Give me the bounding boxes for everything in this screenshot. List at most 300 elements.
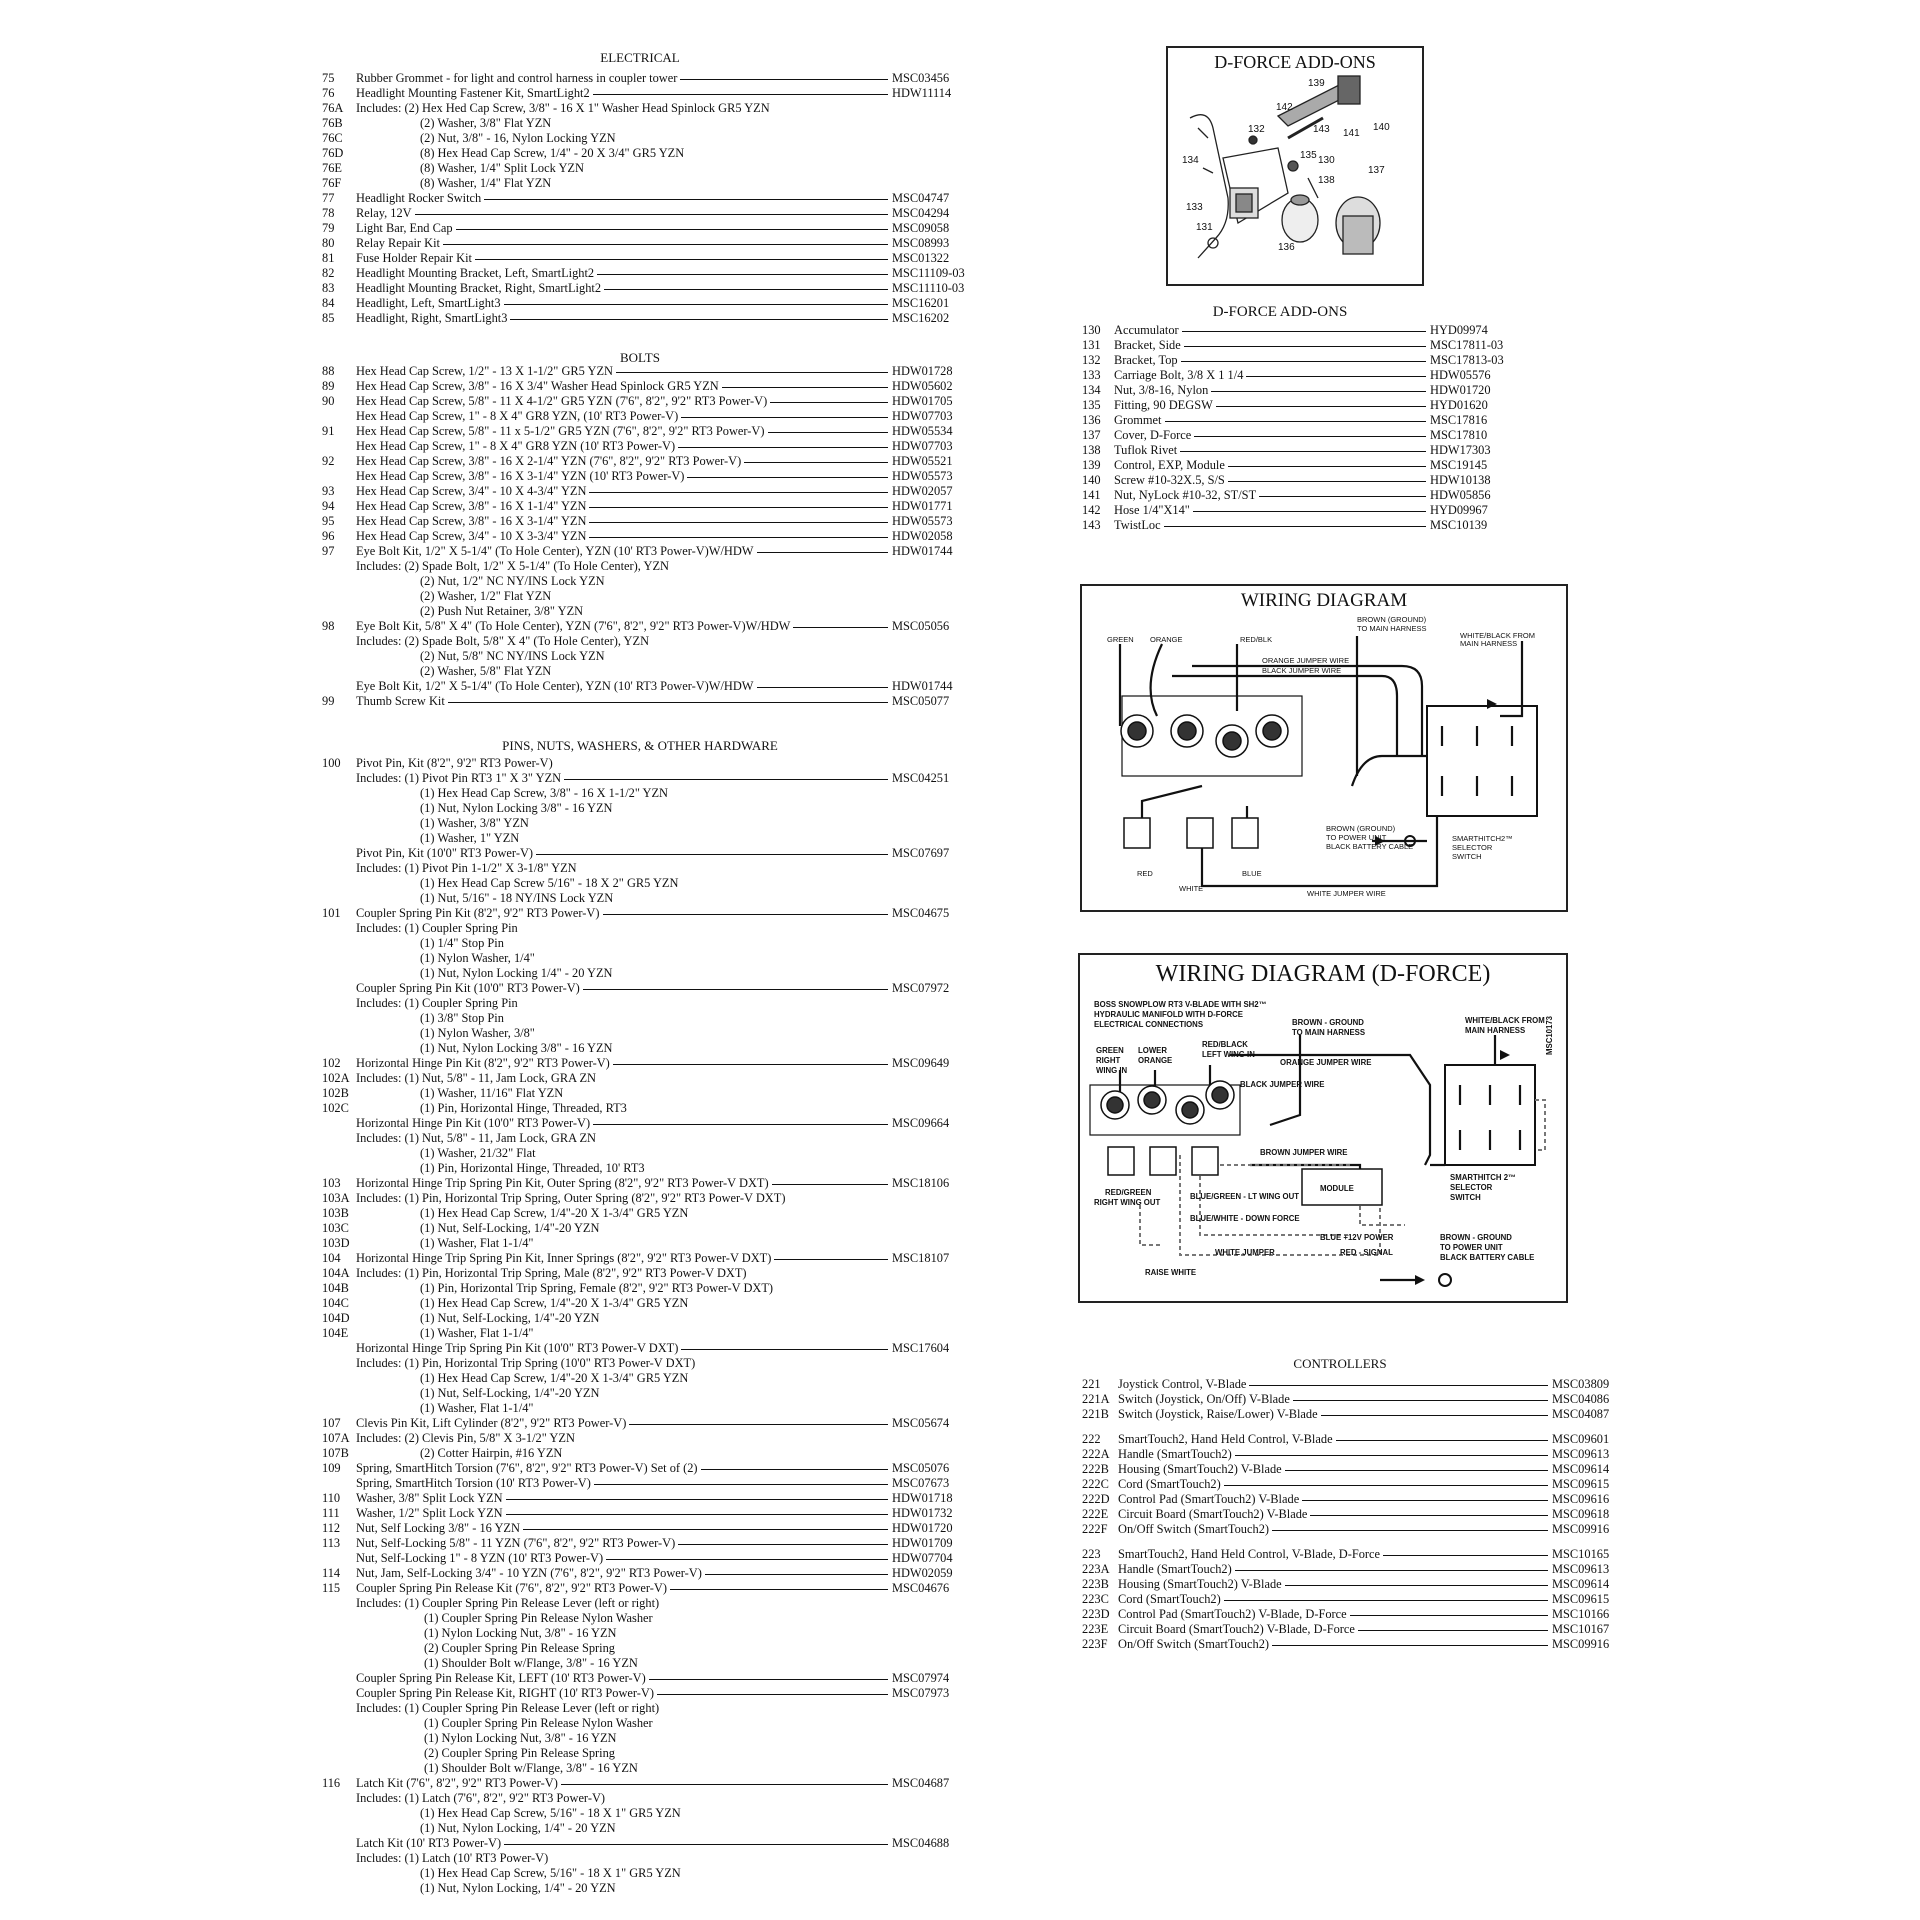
part-row (322, 1206, 982, 1221)
part-description: Includes: (1) Coupler Spring Pin Release Lever (left or right) (356, 1596, 888, 1611)
part-row (322, 116, 982, 131)
part-description: (2) Washer, 3/8" Flat YZN (420, 116, 888, 131)
part-description: Nut, Self-Locking 5/8" - 11 YZN (7'6", 8'2", 9'2" RT3 Power-V) (356, 1536, 888, 1551)
part-row (1082, 1562, 1642, 1577)
controllers-parts-list (1082, 1377, 1642, 1652)
part-row (322, 876, 982, 891)
part-description: (1) Hex Head Cap Screw, 1/4"-20 X 1-3/4" GR5 YZN (420, 1296, 888, 1311)
part-row (322, 1716, 982, 1731)
part-description: (1) 1/4" Stop Pin (420, 936, 888, 951)
part-row (322, 484, 982, 499)
part-row (322, 176, 982, 191)
part-row (322, 679, 982, 694)
part-row (322, 1401, 982, 1416)
ref-number: 139 (1082, 458, 1101, 472)
ref-number: 140 (1082, 473, 1101, 487)
part-row (322, 1371, 982, 1386)
wiring-diagram-title: WIRING DIAGRAM (1240, 590, 1408, 611)
callout-140: 140 (1373, 122, 1390, 133)
part-row (1082, 323, 1512, 338)
ref-number: 111 (322, 1506, 340, 1520)
part-description: Accumulator (1114, 323, 1426, 338)
part-number: HDW01720 (1430, 383, 1491, 397)
part-row (322, 1461, 982, 1476)
part-row (322, 1011, 982, 1026)
label-blue-12v: BLUE +12V POWER (1320, 1233, 1394, 1242)
part-description: (1) Hex Head Cap Screw, 1/4"-20 X 1-3/4" GR5 YZN (420, 1371, 888, 1386)
ref-number: 222D (1082, 1492, 1110, 1506)
part-number: HDW02059 (892, 1566, 953, 1580)
part-row (322, 499, 982, 514)
part-row (322, 161, 982, 176)
row-spacer (1082, 1422, 1642, 1432)
part-description: TwistLoc (1114, 518, 1426, 533)
part-row (322, 861, 982, 876)
part-row (322, 1311, 982, 1326)
part-number: HDW17303 (1430, 443, 1491, 457)
label-brown-ground-bottom: BROWN - GROUND (1440, 1233, 1512, 1242)
part-number: HDW02058 (892, 529, 953, 543)
part-row (322, 311, 982, 326)
part-number: MSC04086 (1552, 1392, 1610, 1406)
part-row (322, 1551, 982, 1566)
part-description: (1) Nut, Nylon Locking 3/8" - 16 YZN (420, 801, 888, 816)
part-row (1082, 1492, 1642, 1507)
part-row (322, 831, 982, 846)
part-row (322, 1596, 982, 1611)
callout-134: 134 (1182, 155, 1199, 166)
part-row (322, 906, 982, 921)
part-number: MSC17813-03 (1430, 353, 1504, 367)
part-description: Housing (SmartTouch2) V-Blade (1118, 1462, 1548, 1477)
ref-number: 109 (322, 1461, 341, 1475)
electrical-parts-list (322, 71, 982, 326)
ref-number: 76A (322, 101, 344, 115)
part-row (322, 1161, 982, 1176)
part-number: MSC10167 (1552, 1622, 1610, 1636)
leader-line (1124, 526, 1426, 527)
part-row (322, 146, 982, 161)
part-description: (8) Washer, 1/4" Split Lock YZN (420, 161, 888, 176)
callout-138: 138 (1318, 175, 1335, 186)
part-description: Includes: (1) Coupler Spring Pin Release Lever (left or right) (356, 1701, 888, 1716)
ref-number: 143 (1082, 518, 1101, 532)
label-brown-bottom1: BROWN (GROUND) (1326, 824, 1396, 833)
callout-130: 130 (1318, 155, 1335, 166)
part-number: MSC10165 (1552, 1547, 1610, 1561)
leader-line (366, 214, 888, 215)
part-number: MSC03456 (892, 71, 950, 85)
part-description: Circuit Board (SmartTouch2) V-Blade, D-Force (1118, 1622, 1548, 1637)
ref-number: 94 (322, 499, 335, 513)
part-description: Bracket, Top (1114, 353, 1426, 368)
part-row (322, 394, 982, 409)
callout-142: 142 (1276, 102, 1293, 113)
part-description: (1) Hex Head Cap Screw, 5/16" - 18 X 1" GR5 YZN (420, 1866, 888, 1881)
part-row (1082, 1392, 1642, 1407)
label-to-main-harness: TO MAIN HARNESS (1292, 1028, 1366, 1037)
part-number: MSC09613 (1552, 1447, 1610, 1461)
part-description: (1) Washer, 3/8" YZN (420, 816, 888, 831)
part-description: Includes: (1) Pin, Horizontal Trip Spring, Male (8'2", 9'2" RT3 Power-V DXT) (356, 1266, 888, 1281)
part-row (322, 664, 982, 679)
part-row (322, 921, 982, 936)
part-number: MSC09615 (1552, 1477, 1610, 1491)
label-orange-jumper: ORANGE JUMPER WIRE (1280, 1058, 1372, 1067)
ref-number: 221B (1082, 1407, 1109, 1421)
part-number: MSC07972 (892, 981, 950, 995)
ref-number: 103D (322, 1236, 350, 1250)
ref-number: 97 (322, 544, 335, 558)
part-row (322, 454, 982, 469)
label-black-battery: BLACK BATTERY CABLE (1440, 1253, 1535, 1262)
part-number: HDW05573 (892, 514, 953, 528)
callout-139: 139 (1308, 78, 1325, 89)
part-description: (2) Coupler Spring Pin Release Spring (424, 1746, 888, 1761)
part-number: HYD09974 (1430, 323, 1488, 337)
ref-number: 98 (322, 619, 335, 633)
part-description: Fitting, 90 DEGSW (1114, 398, 1426, 413)
part-description: Eye Bolt Kit, 1/2" X 5-1/4" (To Hole Center), YZN (10' RT3 Power-V)W/HDW (356, 679, 888, 694)
label-brown-jumper: BROWN JUMPER WIRE (1260, 1148, 1348, 1157)
part-description: (1) Nut, Nylon Locking 1/4" - 20 YZN (420, 966, 888, 981)
part-row (322, 439, 982, 454)
part-number: MSC04688 (892, 1836, 950, 1850)
part-number: MSC16201 (892, 296, 950, 310)
part-description: (1) Coupler Spring Pin Release Nylon Washer (424, 1611, 888, 1626)
label-module: MODULE (1320, 1184, 1354, 1193)
part-row (322, 1041, 982, 1056)
label-lower-orange: ORANGE (1138, 1056, 1173, 1065)
ref-number: 222C (1082, 1477, 1109, 1491)
part-row (322, 1566, 982, 1581)
part-description: Control Pad (SmartTouch2) V-Blade, D-Force (1118, 1607, 1548, 1622)
label-blue-green: BLUE/GREEN - LT WING OUT (1190, 1192, 1300, 1201)
part-row (322, 891, 982, 906)
label-smarthitch3: SWITCH (1450, 1193, 1481, 1202)
part-description: (1) Nut, Self-Locking, 1/4"-20 YZN (420, 1311, 888, 1326)
part-description: Headlight Mounting Bracket, Left, SmartLight2 (356, 266, 888, 281)
ref-number: 104B (322, 1281, 349, 1295)
wiring-diagram (1080, 584, 1568, 912)
part-description: Includes: (2) Spade Bolt, 5/8" X 4" (To Hole Center), YZN (356, 634, 888, 649)
ref-number: 85 (322, 311, 335, 325)
part-row (322, 801, 982, 816)
part-number: HDW01732 (892, 1506, 953, 1520)
part-description: (1) Shoulder Bolt w/Flange, 3/8" - 16 YZN (424, 1656, 888, 1671)
part-description: (1) Pin, Horizontal Trip Spring, Female (8'2", 9'2" RT3 Power-V DXT) (420, 1281, 888, 1296)
part-row (322, 1071, 982, 1086)
part-description: Control, EXP, Module (1114, 458, 1426, 473)
part-row (322, 981, 982, 996)
part-number: HDW10138 (1430, 473, 1491, 487)
part-row (322, 1056, 982, 1071)
part-number: HDW05573 (892, 469, 953, 483)
part-number: HDW01728 (892, 364, 953, 378)
part-row (322, 1731, 982, 1746)
part-row (322, 131, 982, 146)
part-number: MSC09058 (892, 221, 950, 235)
ref-number: 103B (322, 1206, 349, 1220)
part-number: MSC16202 (892, 311, 950, 325)
part-description: Washer, 1/2" Split Lock YZN (356, 1506, 888, 1521)
part-row (322, 589, 982, 604)
label-orange: ORANGE (1150, 635, 1183, 644)
part-number: MSC07974 (892, 1671, 950, 1685)
part-description: Pivot Pin, Kit (8'2", 9'2" RT3 Power-V) (356, 756, 888, 771)
part-row (322, 694, 982, 709)
part-row (322, 1086, 982, 1101)
part-row (322, 1116, 982, 1131)
part-description: (1) Washer, Flat 1-1/4" (420, 1326, 888, 1341)
part-row (1082, 428, 1512, 443)
part-description: Headlight Rocker Switch (356, 191, 888, 206)
ref-number: 221A (1082, 1392, 1110, 1406)
label-black-jumper: BLACK JUMPER WIRE (1262, 666, 1342, 675)
part-description: Spring, SmartHitch Torsion (10' RT3 Power-V) (356, 1476, 888, 1491)
label-main-harness: MAIN HARNESS (1465, 1026, 1526, 1035)
part-description: Handle (SmartTouch2) (1118, 1447, 1548, 1462)
part-description: Hex Head Cap Screw, 3/4" - 10 X 3-3/4" YZN (356, 529, 888, 544)
part-description: Hex Head Cap Screw, 1" - 8 X 4" GR8 YZN (10' RT3 Power-V) (356, 439, 888, 454)
part-row (1082, 413, 1512, 428)
dforce-addons-figure (1166, 46, 1424, 286)
part-description: (1) Nut, Self-Locking, 1/4"-20 YZN (420, 1386, 888, 1401)
ref-number: 112 (322, 1521, 341, 1535)
part-number: MSC05076 (892, 1461, 950, 1475)
part-number: HDW11114 (892, 86, 952, 100)
part-description: Includes: (1) Pivot Pin RT3 1" X 3" YZN (356, 771, 888, 786)
part-row (322, 544, 982, 559)
label-redblk: RED/BLK (1240, 635, 1273, 644)
label-smarthitch2: SELECTOR (1452, 843, 1493, 852)
part-row (322, 1251, 982, 1266)
part-description: (2) Cotter Hairpin, #16 YZN (420, 1446, 888, 1461)
part-row (322, 206, 982, 221)
part-description: Nut, NyLock #10-32, ST/ST (1114, 488, 1426, 503)
ref-number: 222F (1082, 1522, 1108, 1536)
ref-number: 103 (322, 1176, 341, 1190)
part-number: HDW05576 (1430, 368, 1491, 382)
row-spacer (1082, 1537, 1642, 1547)
ref-number: 222A (1082, 1447, 1110, 1461)
ref-number: 102 (322, 1056, 341, 1070)
ref-number: 96 (322, 529, 335, 543)
label-lower: LOWER (1138, 1046, 1168, 1055)
part-description: (1) Nut, Nylon Locking, 1/4" - 20 YZN (420, 1821, 888, 1836)
callout-137: 137 (1368, 165, 1385, 176)
label-header2: HYDRAULIC MANIFOLD WITH D-FORCE (1094, 1010, 1243, 1019)
callout-143: 143 (1313, 124, 1330, 135)
part-description: Coupler Spring Pin Release Kit (7'6", 8'2", 9'2" RT3 Power-V) (356, 1581, 888, 1596)
part-row (1082, 1377, 1642, 1392)
part-description: (1) Nylon Washer, 3/8" (420, 1026, 888, 1041)
part-description: (1) 3/8" Stop Pin (420, 1011, 888, 1026)
part-number: MSC17604 (892, 1341, 950, 1355)
part-description: (1) Nut, Nylon Locking 3/8" - 16 YZN (420, 1041, 888, 1056)
part-description: Includes: (1) Latch (7'6", 8'2", 9'2" RT3 Power-V) (356, 1791, 888, 1806)
part-row (1082, 1507, 1642, 1522)
label-orange-jumper: ORANGE JUMPER WIRE (1262, 656, 1350, 665)
part-row (322, 1476, 982, 1491)
ref-number: 107 (322, 1416, 341, 1430)
part-row (322, 1626, 982, 1641)
part-row (322, 786, 982, 801)
part-row (322, 1806, 982, 1821)
part-row (1082, 368, 1512, 383)
part-number: MSC04294 (892, 206, 950, 220)
part-description: On/Off Switch (SmartTouch2) (1118, 1522, 1548, 1537)
ref-number: 76E (322, 161, 342, 175)
ref-number: 95 (322, 514, 335, 528)
ref-number: 223E (1082, 1622, 1109, 1636)
part-row (322, 1686, 982, 1701)
part-number: MSC04087 (1552, 1407, 1610, 1421)
ref-number: 130 (1082, 323, 1101, 337)
ref-number: 104D (322, 1311, 350, 1325)
part-description: Circuit Board (SmartTouch2) V-Blade (1118, 1507, 1548, 1522)
part-description: Includes: (1) Pivot Pin 1-1/2" X 3-1/8" YZN (356, 861, 888, 876)
part-number: MSC03809 (1552, 1377, 1610, 1391)
ref-number: 88 (322, 364, 335, 378)
part-row (322, 236, 982, 251)
dforce-parts-list (1082, 323, 1512, 533)
label-blue: BLUE (1242, 869, 1262, 878)
part-number: HDW01744 (892, 679, 953, 693)
section-title-bolts: BOLTS (620, 350, 660, 365)
part-row (322, 424, 982, 439)
part-row (1082, 1522, 1642, 1537)
part-description: (1) Washer, Flat 1-1/4" (420, 1236, 888, 1251)
part-row (322, 1701, 982, 1716)
label-white-jumper: WHITE JUMPER (1215, 1248, 1275, 1257)
part-description: Includes: (1) Pin, Horizontal Trip Spring, Outer Spring (8'2", 9'2" RT3 Power-V DXT) (356, 1191, 888, 1206)
part-number: MSC04251 (892, 771, 950, 785)
part-row (322, 1506, 982, 1521)
part-description: (1) Coupler Spring Pin Release Nylon Washer (424, 1716, 888, 1731)
part-number: MSC09614 (1552, 1577, 1610, 1591)
part-row (322, 469, 982, 484)
part-row (322, 1356, 982, 1371)
part-row (322, 1191, 982, 1206)
ref-number: 91 (322, 424, 335, 438)
part-description: Hex Head Cap Screw, 1/2" - 13 X 1-1/2" GR5 YZN (356, 364, 888, 379)
label-whiteblack2: MAIN HARNESS (1460, 639, 1518, 648)
part-description: (2) Push Nut Retainer, 3/8" YZN (420, 604, 888, 619)
part-description: Nut, Jam, Self-Locking 3/4" - 10 YZN (7'6", 8'2", 9'2" RT3 Power-V) (356, 1566, 888, 1581)
part-description: Hex Head Cap Screw, 3/8" - 16 X 1-1/4" YZN (356, 499, 888, 514)
part-row (322, 1671, 982, 1686)
part-row (322, 281, 982, 296)
part-description: Pivot Pin, Kit (10'0" RT3 Power-V) (356, 846, 888, 861)
ref-number: 222 (1082, 1432, 1101, 1446)
ref-number: 104 (322, 1251, 341, 1265)
part-row (322, 649, 982, 664)
part-row (1082, 1447, 1642, 1462)
bolts-parts-list (322, 364, 982, 709)
part-description: (1) Nylon Locking Nut, 3/8" - 16 YZN (424, 1731, 888, 1746)
part-number: HDW02057 (892, 484, 953, 498)
part-row (322, 1761, 982, 1776)
label-whiteblack: WHITE/BLACK FROM (1465, 1016, 1545, 1025)
part-description: Horizontal Hinge Trip Spring Pin Kit (10'0" RT3 Power-V DXT) (356, 1341, 888, 1356)
part-description: Includes: (1) Latch (10' RT3 Power-V) (356, 1851, 888, 1866)
part-row (322, 1131, 982, 1146)
part-row (322, 1386, 982, 1401)
part-row (322, 221, 982, 236)
part-number: MSC09601 (1552, 1432, 1610, 1446)
part-row (322, 1536, 982, 1551)
part-number: MSC09618 (1552, 1507, 1610, 1521)
label-to-power-unit: TO POWER UNIT (1440, 1243, 1503, 1252)
part-row (322, 296, 982, 311)
part-row (322, 574, 982, 589)
part-description: Tuflok Rivet (1114, 443, 1426, 458)
label-brown-ground: BROWN - GROUND (1292, 1018, 1364, 1027)
callout-135: 135 (1300, 150, 1317, 161)
part-row (322, 1446, 982, 1461)
part-number: MSC11109-03 (892, 266, 965, 280)
ref-number: 78 (322, 206, 335, 220)
ref-number: 90 (322, 394, 335, 408)
part-row (1082, 1592, 1642, 1607)
label-black-jumper: BLACK JUMPER WIRE (1240, 1080, 1325, 1089)
part-row (1082, 1637, 1642, 1652)
part-number: HDW05856 (1430, 488, 1491, 502)
part-number: MSC07973 (892, 1686, 950, 1700)
part-row (322, 966, 982, 981)
ref-number: 76C (322, 131, 343, 145)
part-description: Coupler Spring Pin Kit (10'0" RT3 Power-V) (356, 981, 888, 996)
ref-number: 223C (1082, 1592, 1109, 1606)
part-row (322, 1821, 982, 1836)
label-header1: BOSS SNOWPLOW RT3 V-BLADE WITH SH2™ (1094, 1000, 1267, 1009)
dforce-exploded-view (1168, 48, 1422, 284)
part-description: (1) Washer, 11/16" Flat YZN (420, 1086, 888, 1101)
ref-number: 76 (322, 86, 335, 100)
part-description: (1) Nut, Self-Locking, 1/4"-20 YZN (420, 1221, 888, 1236)
part-number: MSC18106 (892, 1176, 950, 1190)
ref-number: 80 (322, 236, 335, 250)
part-row (322, 1221, 982, 1236)
part-description: Hose 1/4"X14" (1114, 503, 1426, 518)
ref-number: 142 (1082, 503, 1101, 517)
part-row (322, 996, 982, 1011)
part-row (322, 951, 982, 966)
label-smarthitch1: SMARTHITCH 2™ (1450, 1173, 1516, 1182)
part-number: HDW07703 (892, 409, 953, 423)
part-description: Nut, 3/8-16, Nylon (1114, 383, 1426, 398)
part-number: HDW01744 (892, 544, 953, 558)
part-number: HDW07704 (892, 1551, 953, 1565)
part-row (322, 1776, 982, 1791)
label-header3: ELECTRICAL CONNECTIONS (1094, 1020, 1204, 1029)
part-number: HDW01720 (892, 1521, 953, 1535)
label-wing-in: WING IN (1096, 1066, 1128, 1075)
part-row (322, 1641, 982, 1656)
part-description: (1) Hex Head Cap Screw, 5/16" - 18 X 1" GR5 YZN (420, 1806, 888, 1821)
part-description: Horizontal Hinge Trip Spring Pin Kit, Outer Spring (8'2", 9'2" RT3 Power-V DXT) (356, 1176, 888, 1191)
part-description: (1) Washer, Flat 1-1/4" (420, 1401, 888, 1416)
part-row (322, 1656, 982, 1671)
part-description: Includes: (2) Spade Bolt, 1/2" X 5-1/4" (To Hole Center), YZN (356, 559, 888, 574)
part-number: HDW01771 (892, 499, 953, 513)
ref-number: 104E (322, 1326, 349, 1340)
callout-136: 136 (1278, 242, 1295, 253)
part-row (1082, 353, 1512, 368)
label-red-black: RED/BLACK (1202, 1040, 1248, 1049)
part-row (1082, 1477, 1642, 1492)
